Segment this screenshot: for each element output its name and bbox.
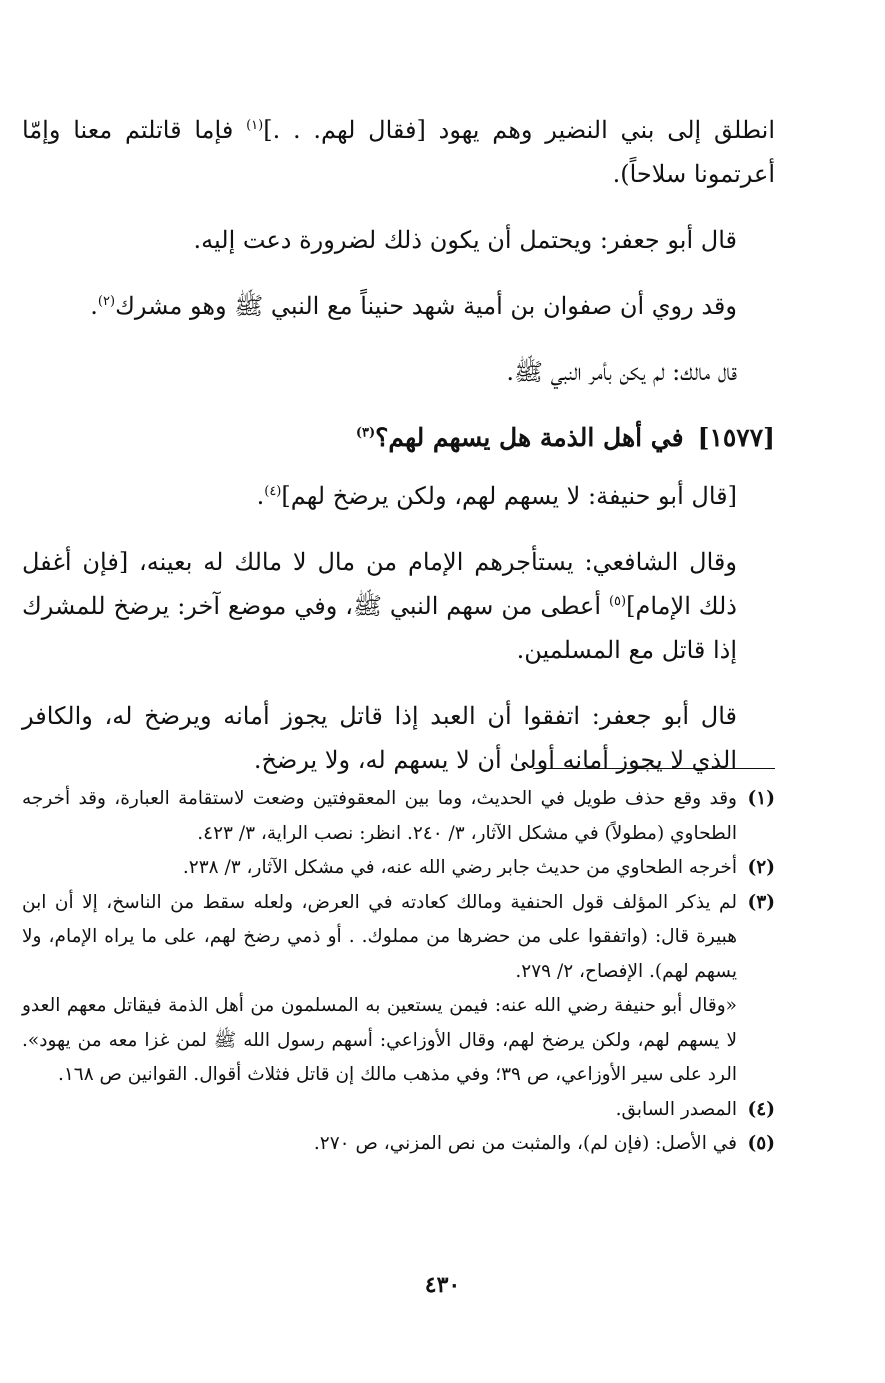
paragraph-3 <box>22 284 775 328</box>
footnote-ref-5: (٥) <box>608 594 627 609</box>
paragraph-6 <box>22 540 775 672</box>
paragraph-6-tail: أعطى من سهم النبي ﷺ، وفي موضع آخر: يرضخ للمشرك إذا قاتل مع المسلمين. <box>22 592 737 664</box>
footnote-5 <box>22 1127 775 1162</box>
paragraph-1-text: انطلق إلى بني النضير وهم يهود [فقال لهم. . .] <box>263 116 775 144</box>
paragraph-3-tail: . <box>90 292 98 320</box>
footnote-ref-1: (١) <box>246 118 264 133</box>
footnotes <box>22 782 775 1162</box>
footnote-number: (٢) <box>747 857 775 878</box>
footnote-number: (٤) <box>747 1098 775 1120</box>
paragraph-1 <box>22 108 775 196</box>
paragraph-6-text: وقال الشافعي: يستأجرهم الإمام من مال لا مالك له بعينه، [فإن أغفل ذلك الإمام] <box>22 548 737 620</box>
footnote-number: (٥) <box>747 1133 775 1154</box>
paragraph-5-text: [قال أبو حنيفة: لا يسهم لهم، ولكن يرضخ لهم] <box>281 482 737 510</box>
footnote-3 <box>22 886 775 990</box>
footnote-1 <box>22 782 775 851</box>
footnote-ref-4: (٤) <box>264 484 282 499</box>
footnote-text: لم يذكر المؤلف قول الحنفية ومالك كعادته في العرض، ولعله سقط من الناسخ، إلا أن ابن هبيرة قال: (واتفقوا على من حضرها من مملوك. . أو ذمي رضخ لهم، على ما يراه الإمام، ولا يسهم لهم). الإفصاح، ٢/ ٢٧٩. <box>22 891 737 982</box>
footnote-divider <box>533 768 775 769</box>
paragraph-5-tail: . <box>256 482 265 510</box>
footnote-2 <box>22 851 775 886</box>
footnote-text: في الأصل: (فإن لم)، والمثبت من نص المزني، ص ٢٧٠. <box>313 1133 737 1154</box>
section-title: في أهل الذمة هل يسهم لهم؟ <box>375 423 684 452</box>
paragraph-3-text: وقد روي أن صفوان بن أمية شهد حنيناً مع النبي ﷺ وهو مشرك <box>115 292 737 320</box>
paragraph-4: قال مالك: لم يكن بأمر النبي ﷺ. <box>506 358 737 386</box>
footnote-4 <box>22 1093 775 1128</box>
footnote-ref-3: (٣) <box>355 425 376 441</box>
footnote-ref-2: (٢) <box>97 294 116 309</box>
paragraph-5 <box>22 474 775 518</box>
main-text <box>22 108 775 804</box>
section-heading <box>22 416 775 460</box>
paragraph-1-tail: فإما قاتلتم معنا وإمّا أعرتمونا سلاحاً). <box>22 116 775 188</box>
page-number: ٤٣٠ <box>424 1272 461 1298</box>
paragraph-7: قال أبو جعفر: اتفقوا أن العبد إذا قاتل يجوز أمانه ويرضخ له، والكافر الذي لا يجوز أمانه أولىٰ أن لا يسهم له، ولا يرضخ. <box>22 702 737 774</box>
section-number: [١٥٧٧] <box>697 423 775 452</box>
footnote-text: «وقال أبو حنيفة رضي الله عنه: فيمن يستعين به المسلمون من أهل الذمة فيقاتل معهم العدو لا يسهم لهم، ولكن يرضخ لهم، وقال الأوزاعي: أسهم رسول الله ﷺ لمن غزا معه من يهود». الرد على سير الأوزاعي، ص ٣٩؛ وفي مذهب مالك إن قاتل فثلاث أقوال. القوانين ص ١٦٨. <box>22 995 737 1085</box>
footnote-number: (١) <box>747 788 775 809</box>
footnote-text: وقد وقع حذف طويل في الحديث، وما بين المعقوفتين وضعت لاستقامة العبارة، وقد أخرجه الطحاوي (مطولاً) في مشكل الآثار، ٣/ ٢٤٠. انظر: نصب الراية، ٣/ ٤٢٣. <box>22 788 737 844</box>
footnote-text: أخرجه الطحاوي من حديث جابر رضي الله عنه، في مشكل الآثار، ٣/ ٢٣٨. <box>182 857 737 878</box>
footnote-number: (٣) <box>747 891 775 913</box>
footnote-3-continued <box>22 989 775 1093</box>
footnote-text: المصدر السابق. <box>615 1098 737 1120</box>
paragraph-2: قال أبو جعفر: ويحتمل أن يكون ذلك لضرورة دعت إليه. <box>193 226 737 254</box>
